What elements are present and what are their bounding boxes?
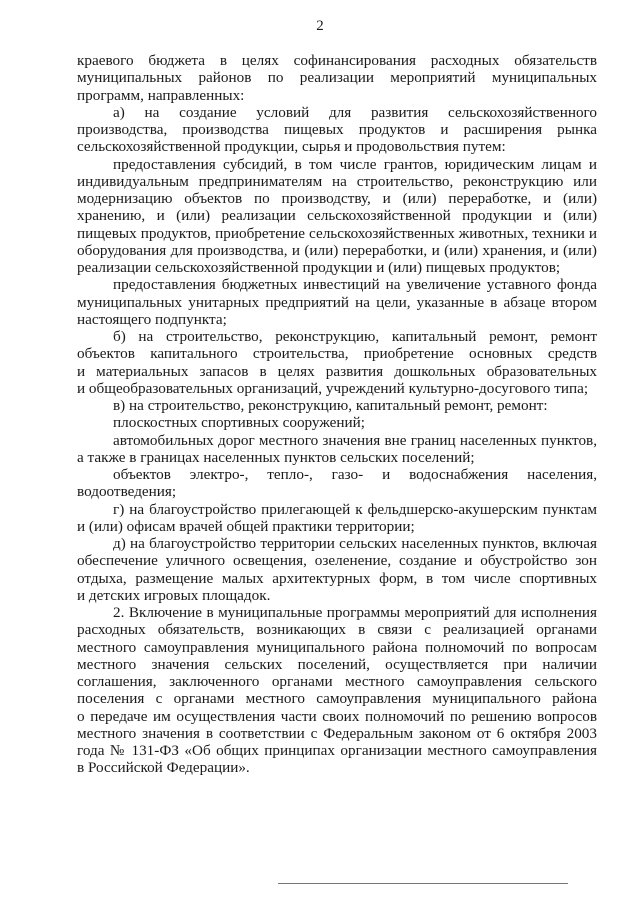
- text-line: оборудования для производства, и (или) переработки, и (или) хранения, и (или): [77, 241, 597, 259]
- text-line: г) на благоустройство прилегающей к фельдшерско-акушерским пунктам: [113, 500, 597, 518]
- text-line: предоставления субсидий, в том числе грантов, юридическим лицам и: [113, 155, 597, 173]
- footer-rule: [278, 883, 568, 884]
- text-line: о передаче им осуществления части своих полномочий по решению вопросов: [77, 707, 597, 725]
- text-line: объектов капитального строительства, приобретение основных средств: [77, 345, 597, 363]
- text-line: года № 131-ФЗ «Об общих принципах организации местного самоуправления: [77, 742, 597, 759]
- text-line: краевого бюджета в целях софинансирования расходных обязательств: [77, 52, 597, 69]
- text-line: настоящего подпункта;: [77, 310, 227, 328]
- text-line: местного самоуправления муниципального района полномочий по вопросам: [77, 638, 597, 656]
- text-line: индивидуальным предпринимателям на строительство, реконструкцию или: [77, 172, 597, 190]
- text-line: и общеобразовательных организаций, учреждений культурно-досугового типа;: [77, 379, 589, 397]
- text-line: пищевых продуктов, приобретение сельскохозяйственных животных, техники и: [77, 224, 597, 242]
- text-line: а также в границах населенных пунктов сельских поселений;: [77, 448, 475, 466]
- text-line: муниципальных унитарных предприятий на цели, указанные в абзаце втором: [77, 293, 597, 311]
- text-line: и (или) офисам врачей общей практики территории;: [77, 517, 415, 535]
- text-line: программ, направленных:: [77, 86, 245, 104]
- text-line: плоскостных спортивных сооружений;: [113, 414, 365, 432]
- text-line: объектов электро-, тепло-, газо- и водоснабжения населения,: [113, 466, 597, 483]
- text-line: д) на благоустройство территории сельских населенных пунктов, включая: [113, 535, 597, 552]
- text-line: и детских игровых площадок.: [77, 586, 271, 604]
- text-line: водоотведения;: [77, 483, 177, 501]
- text-line: поселения с органами местного самоуправления муниципального района: [77, 690, 597, 708]
- text-line: расходных обязательств, возникающих в связи с реализацией органами: [77, 621, 597, 639]
- text-line: в) на строительство, реконструкцию, капитальный ремонт, ремонт:: [113, 397, 548, 414]
- text-line: и материальных запасов в целях развития дошкольных образовательных: [77, 362, 597, 380]
- text-line: автомобильных дорог местного значения вне границ населенных пунктов,: [113, 431, 597, 449]
- text-line: в Российской Федерации».: [77, 759, 250, 777]
- text-line: производства, производства пищевых продуктов и расширения рынка: [77, 121, 597, 138]
- text-line: реализации сельскохозяйственной продукции и (или) пищевых продуктов;: [77, 259, 561, 276]
- text-line: обеспечение уличного освещения, озеленение, создание и обустройство зон: [77, 552, 597, 570]
- text-line: местного значения в соответствии с Федеральным законом от 6 октября 2003: [77, 724, 597, 742]
- page-number: 2: [316, 18, 324, 34]
- text-line: муниципальных районов по реализации мероприятий муниципальных: [77, 69, 597, 87]
- text-line: модернизацию объектов по производству, и (или) переработке, и (или): [77, 190, 597, 207]
- text-line: отдыха, размещение малых архитектурных форм, в том числе спортивных: [77, 569, 597, 587]
- text-line: 2. Включение в муниципальные программы мероприятий для исполнения: [113, 604, 597, 621]
- document-body: [77, 52, 597, 777]
- text-line: местного значения сельских поселений, осуществляется при наличии: [77, 655, 597, 673]
- text-line: предоставления бюджетных инвестиций на увеличение уставного фонда: [113, 276, 597, 294]
- text-line: а) на создание условий для развития сельскохозяйственного: [113, 103, 597, 121]
- text-line: сельскохозяйственной продукции, сырья и продовольствия путем:: [77, 138, 506, 156]
- text-line: б) на строительство, реконструкцию, капитальный ремонт, ремонт: [113, 328, 597, 345]
- text-line: хранению, и (или) реализации сельскохозяйственной продукции и (или): [77, 207, 597, 225]
- text-line: соглашения, заключенного органами местного самоуправления сельского: [77, 673, 597, 690]
